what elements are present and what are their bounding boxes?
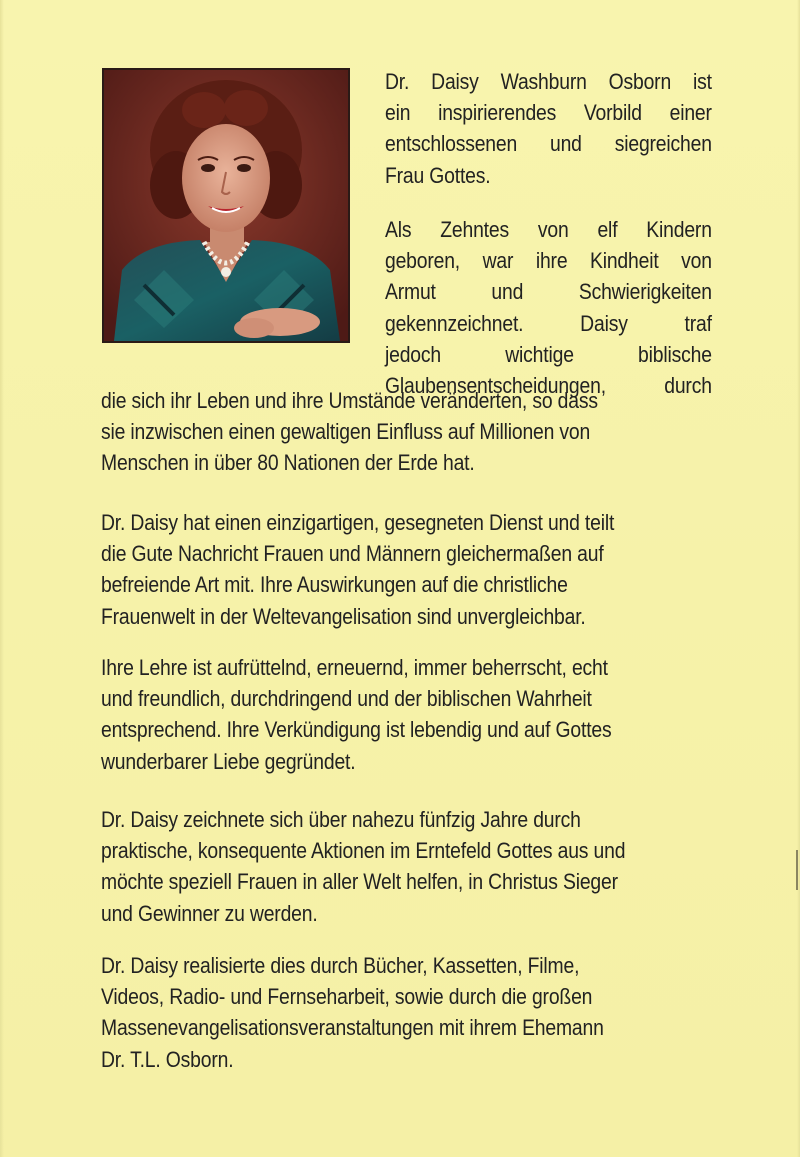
ministry-paragraph xyxy=(101,507,720,632)
mission-line: möchte speziell Frauen in aller Welt helfen, in Christus Sieger xyxy=(101,869,618,895)
media-paragraph xyxy=(101,950,720,1075)
intro-line: entschlossenen und siegreichen xyxy=(385,131,712,157)
ministry-line: befreiende Art mit. Ihre Auswirkungen auf die christliche xyxy=(101,572,568,598)
childhood-line: die sich ihr Leben und ihre Umstände veränderten, so dass xyxy=(101,388,598,413)
left-edge-shadow xyxy=(0,0,4,1157)
mission-line: und Gewinner zu werden. xyxy=(101,900,318,926)
childhood-line: Glaubensentscheidungen, durch xyxy=(385,373,712,399)
media-line: Massenevangelisationsveranstaltungen mit ihrem Ehemann xyxy=(101,1015,604,1041)
media-line: Dr. Daisy realisierte dies durch Bücher, Kassetten, Filme, xyxy=(101,953,580,978)
ministry-line: Dr. Daisy hat einen einzigartigen, gesegneten Dienst und teilt xyxy=(101,510,615,535)
teaching-line: Ihre Lehre ist aufrüttelnd, erneuernd, immer beherrscht, echt xyxy=(101,655,608,680)
childhood-line: gekennzeichnet. Daisy traf xyxy=(385,310,712,336)
childhood-line: sie inzwischen einen gewaltigen Einfluss auf Millionen von xyxy=(101,419,591,445)
teaching-paragraph xyxy=(101,652,720,777)
teaching-line: wunderbarer Liebe gegründet. xyxy=(101,748,356,774)
childhood-line: Als Zehntes von elf Kindern xyxy=(385,217,712,242)
mission-line: Dr. Daisy zeichnete sich über nahezu fünfzig Jahre durch xyxy=(101,807,581,832)
childhood-line: geboren, war ihre Kindheit von xyxy=(385,248,712,274)
teaching-line: und freundlich, durchdringend und der biblischen Wahrheit xyxy=(101,686,592,712)
childhood-line: Menschen in über 80 Nationen der Erde hat. xyxy=(101,450,475,476)
media-line: Dr. T.L. Osborn. xyxy=(101,1046,234,1072)
portrait-illustration xyxy=(104,70,348,341)
ministry-line: Frauenwelt in der Weltevangelisation sind unvergleichbar. xyxy=(101,603,586,629)
childhood-line: Armut und Schwierigkeiten xyxy=(385,279,712,305)
author-portrait-photo xyxy=(102,68,350,343)
mission-paragraph xyxy=(101,804,720,929)
ministry-line: die Gute Nachricht Frauen und Männern gleichermaßen auf xyxy=(101,541,604,567)
edge-mark xyxy=(796,850,798,890)
intro-line: Dr. Daisy Washburn Osborn ist xyxy=(385,69,712,94)
mission-line: praktische, konsequente Aktionen im Erntefeld Gottes aus und xyxy=(101,838,626,864)
childhood-paragraph-bottom xyxy=(101,385,720,479)
intro-paragraph xyxy=(385,66,712,191)
teaching-line: entsprechend. Ihre Verkündigung ist lebendig und auf Gottes xyxy=(101,717,612,743)
intro-line: Frau Gottes. xyxy=(385,162,491,188)
media-line: Videos, Radio- und Fernseharbeit, sowie durch die großen xyxy=(101,984,593,1010)
intro-line: ein inspirierendes Vorbild einer xyxy=(385,100,712,126)
childhood-paragraph-top xyxy=(385,214,712,401)
childhood-line: jedoch wichtige biblische xyxy=(385,341,712,367)
